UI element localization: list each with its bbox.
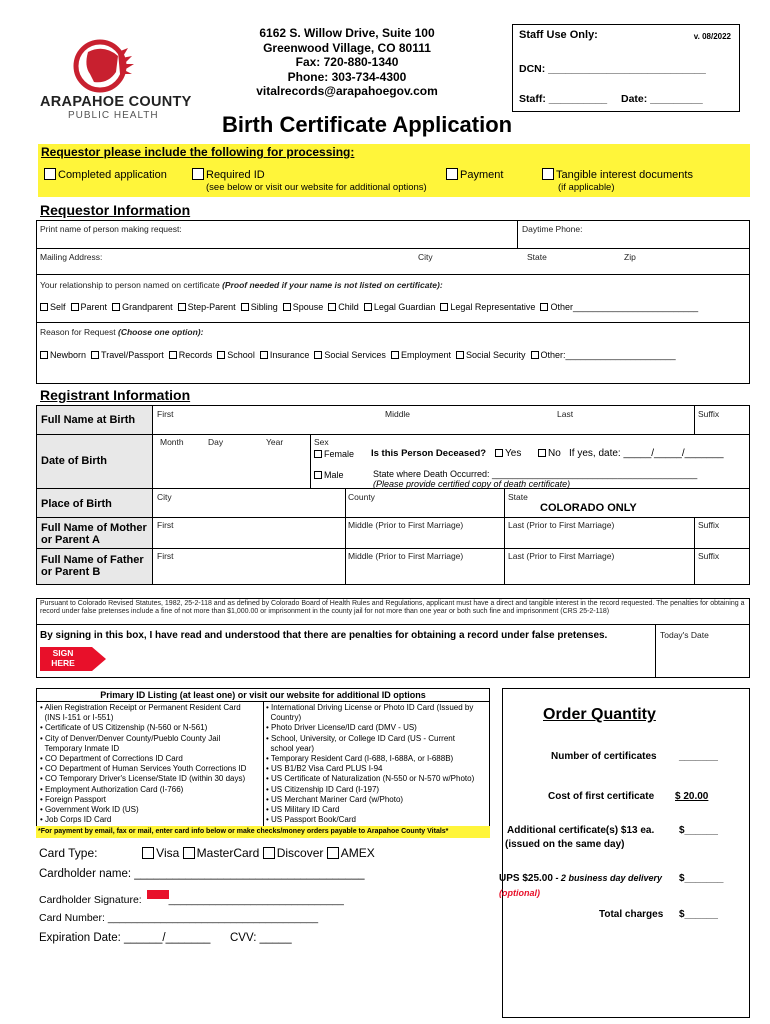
staff-title: Staff Use Only: [519,29,598,41]
option-other[interactable]: Other_________________________ [540,302,698,312]
state-label: State [527,252,547,262]
father-middle[interactable]: Middle (Prior to First Marriage) [348,551,464,561]
option-travel-passport[interactable]: Travel/Passport [91,350,164,360]
cost-first-label: Cost of first certificate [548,791,655,802]
expiration-field[interactable]: Expiration Date: ______/_______ [39,932,211,944]
processing-heading: Requestor please include the following for processing: [41,145,355,159]
phone: Phone: 303-734-4300 [287,69,407,84]
option-records[interactable]: Records [169,350,213,360]
staff-use-box [512,24,740,112]
card-type-label: Card Type: [39,846,98,860]
num-certs-field[interactable]: _______ [679,751,718,762]
option-newborn[interactable]: Newborn [40,350,86,360]
option-school[interactable]: School [217,350,255,360]
father-last[interactable]: Last (Prior to First Marriage) [508,551,615,561]
version: v. 08/2022 [693,32,731,41]
first-label[interactable]: First [157,409,174,419]
deceased-no[interactable]: No [538,448,561,459]
email: vitalrecords@arapahoegov.com [256,84,438,98]
requestor-heading: Requestor Information [40,202,191,218]
same-day-note: (issued on the same day) [505,839,625,850]
card-discover[interactable]: Discover [263,846,324,860]
list-item: • City of Denver/Denver County/Pueblo County Jail [40,733,221,743]
option-insurance[interactable]: Insurance [260,350,310,360]
father-label: Full Name of Father or Parent B [37,549,152,584]
optional-note: (optional) [499,888,540,898]
list-item: • US Passport Book/Card [266,815,356,825]
payment-section [36,826,490,1018]
order-quantity-box [499,688,750,1018]
county-logo [38,38,192,128]
option-employment[interactable]: Employment [391,350,451,360]
card-amex[interactable]: AMEX [327,846,375,860]
sign-here-label: SIGN HERE [51,648,75,668]
reason-label: Reason for Request (Choose one option): [40,327,204,337]
additional-label: Additional certificate(s) $13 ea. [507,825,655,836]
deceased-label: Is this Person Deceased? [371,448,487,459]
list-item: • CO Department of Corrections ID Card [40,754,183,764]
option-legal-guardian[interactable]: Legal Guardian [364,302,436,312]
colorado-only: COLORADO ONLY [540,502,637,514]
city-label: City [418,252,433,262]
cvv-field[interactable]: CVV: _____ [230,932,292,944]
additional-field[interactable]: $______ [679,825,718,836]
option-grandparent[interactable]: Grandparent [112,302,173,312]
sex-label: Sex [314,437,329,447]
option-parent[interactable]: Parent [71,302,108,312]
list-item: • Employment Authorization Card (I-766) [40,784,184,794]
list-item: • US B1/B2 Visa Card PLUS I-94 [266,764,383,774]
option-step-parent[interactable]: Step-Parent [178,302,236,312]
id-list-left [40,703,246,825]
county-label[interactable]: County [348,492,375,502]
todays-date-field[interactable]: Today's Date [660,630,709,640]
card-visa[interactable]: Visa [142,846,179,860]
office-address [252,26,442,99]
dob-label: Date of Birth [37,435,152,488]
list-item: • Certificate of US Citizenship (N-560 or N-561) [40,723,208,733]
list-item: • International Driving License or Photo ID Card (Issued by [266,703,474,712]
option-legal-representative[interactable]: Legal Representative [440,302,535,312]
list-item: • US Military ID Card [266,805,340,815]
ups-field[interactable]: $_______ [679,873,724,884]
option-social-services[interactable]: Social Services [314,350,386,360]
mother-last[interactable]: Last (Prior to First Marriage) [508,520,615,530]
list-item: • Photo Driver License/ID card (DMV - US) [266,723,417,733]
month-label[interactable]: Month [160,437,184,447]
id-note: (see below or visit our website for additional options) [206,182,427,193]
sign-here-arrow[interactable] [40,645,106,673]
cardholder-signature-field[interactable]: Cardholder Signature: ______________________________ [39,890,344,906]
logo-subtext: PUBLIC HEALTH [68,110,159,121]
list-item: Temporary Inmate ID [44,743,120,753]
death-note: (Please provide certified copy of death certificate) [373,479,571,489]
suffix-label[interactable]: Suffix [698,409,720,419]
payment-note: *For payment by email, fax or mail, enter card info below or make checks/money orders payable to Arapahoe County Vitals* [36,826,490,838]
date-field[interactable]: Date: _________ [621,93,703,105]
staff-field[interactable]: Staff: __________ [519,93,608,105]
total-label: Total charges [599,909,664,920]
option-child[interactable]: Child [328,302,359,312]
relationship-options [40,302,698,312]
page-title: Birth Certificate Application [222,112,513,137]
relationship-label: Your relationship to person named on certificate (Proof needed if your name is not listed on certificate): [40,280,443,290]
list-item: • Temporary Resident Card (I-688, I-688A, or I-688B) [266,754,454,764]
sign-statement: By signing in this box, I have read and understood that there are penalties for obtaining a record under false pretenses. [40,630,608,641]
mother-suffix[interactable]: Suffix [698,520,720,530]
legal-text: Pursuant to Colorado Revised Statutes, 1982, 25-2-118 and as defined by Colorado Board of Health Rules and Regulations, applicant must have a direct and tangible interest in the record requested. The penalties for obtaining a record under false pretenses include a fine of not more than $1,000.00 or imprisonment in the county jail for not more than one year or both such fine and imprisonment (CRS 25-2-118) [40,600,745,616]
state-label: State [508,492,528,502]
address-line: 6162 S. Willow Drive, Suite 100 [259,26,435,40]
checkbox-required-id[interactable]: Required ID [192,168,265,181]
fax: Fax: 720-880-1340 [295,55,399,69]
list-item: (INS I-151 or I-551) [44,713,114,723]
registrant-heading: Registrant Information [40,387,191,403]
option-spouse[interactable]: Spouse [283,302,324,312]
list-item: • School, University, or College ID Card (US - Current [266,733,455,743]
list-item: school year) [270,743,315,753]
death-date-field[interactable]: If yes, date: _____/_____/_______ [569,448,724,459]
father-first[interactable]: First [157,551,174,561]
tangible-note: (if applicable) [558,182,615,193]
list-item: • Government Work ID (US) [40,805,139,815]
reason-options [40,350,676,360]
list-item: • US Merchant Mariner Card (w/Photo) [266,794,404,804]
order-title: Order Quantity [543,706,656,723]
card-type-row [39,846,375,860]
pob-label: Place of Birth [37,489,152,517]
list-item: • CO Temporary Driver's License/State ID (within 30 days) [40,774,246,784]
deceased-yes[interactable]: Yes [495,448,521,459]
list-item: • Foreign Passport [40,794,106,804]
option-self[interactable]: Self [40,302,66,312]
list-item: • Alien Registration Receipt or Permanent Resident Card [40,703,241,712]
mailing-address-field[interactable]: Mailing Address: [40,252,103,262]
card-number-field[interactable]: Card Number: ____________________________________ [39,912,319,924]
id-list-right [266,703,474,825]
id-listing-heading: Primary ID Listing (at least one) or visit our website for additional ID options [100,690,426,700]
print-name-field[interactable]: Print name of person making request: [40,224,182,234]
state-death-field[interactable]: State where Death Occurred: _________________________________________ [373,469,698,479]
day-label[interactable]: Day [208,437,224,447]
father-suffix[interactable]: Suffix [698,551,720,561]
sign-arrow-icon [147,890,169,899]
checkbox-payment[interactable]: Payment [446,168,503,181]
full-name-label: Full Name at Birth [37,406,152,434]
checkbox-tangible-interest[interactable]: Tangible interest documents [542,168,693,181]
option-sibling[interactable]: Sibling [241,302,278,312]
mother-middle[interactable]: Middle (Prior to First Marriage) [348,520,464,530]
address-line: Greenwood Village, CO 80111 [263,40,431,55]
year-label[interactable]: Year [266,437,284,447]
cost-first-value: $ 20.00 [675,791,709,802]
list-item: Country) [270,713,302,723]
total-field[interactable]: $______ [679,909,718,920]
num-certs-label: Number of certificates [551,751,657,762]
option-other-reason[interactable]: Other:______________________ [531,350,676,360]
dcn-field[interactable]: DCN: ___________________________ [519,63,706,75]
ups-label: UPS $25.00 - 2 business day delivery [499,873,662,884]
checkbox-completed-application[interactable]: Completed application [44,168,167,181]
city-label[interactable]: City [157,492,172,502]
id-listing-box [36,688,490,828]
logo-text: ARAPAHOE COUNTY [40,94,192,110]
card-mastercard[interactable]: MasterCard [183,846,260,860]
mother-label: Full Name of Mother or Parent A [37,518,152,548]
zip-label: Zip [624,252,636,262]
option-female[interactable]: Female [314,449,354,459]
middle-label[interactable]: Middle [385,409,411,419]
last-label[interactable]: Last [557,409,574,419]
processing-requirements [38,144,750,197]
option-social-security[interactable]: Social Security [456,350,526,360]
list-item: • US Certificate of Naturalization (N-550 or N-570 w/Photo) [266,774,475,784]
list-item: • US Citizenship ID Card (I-197) [266,784,380,794]
option-male[interactable]: Male [314,470,344,480]
daytime-phone-field[interactable]: Daytime Phone: [522,224,583,234]
mother-first[interactable]: First [157,520,174,530]
cardholder-name-field[interactable]: Cardholder name: ____________________________________ [39,868,365,880]
list-item: • Job Corps ID Card [40,815,112,825]
list-item: • CO Department of Human Services Youth Corrections ID [40,764,247,774]
